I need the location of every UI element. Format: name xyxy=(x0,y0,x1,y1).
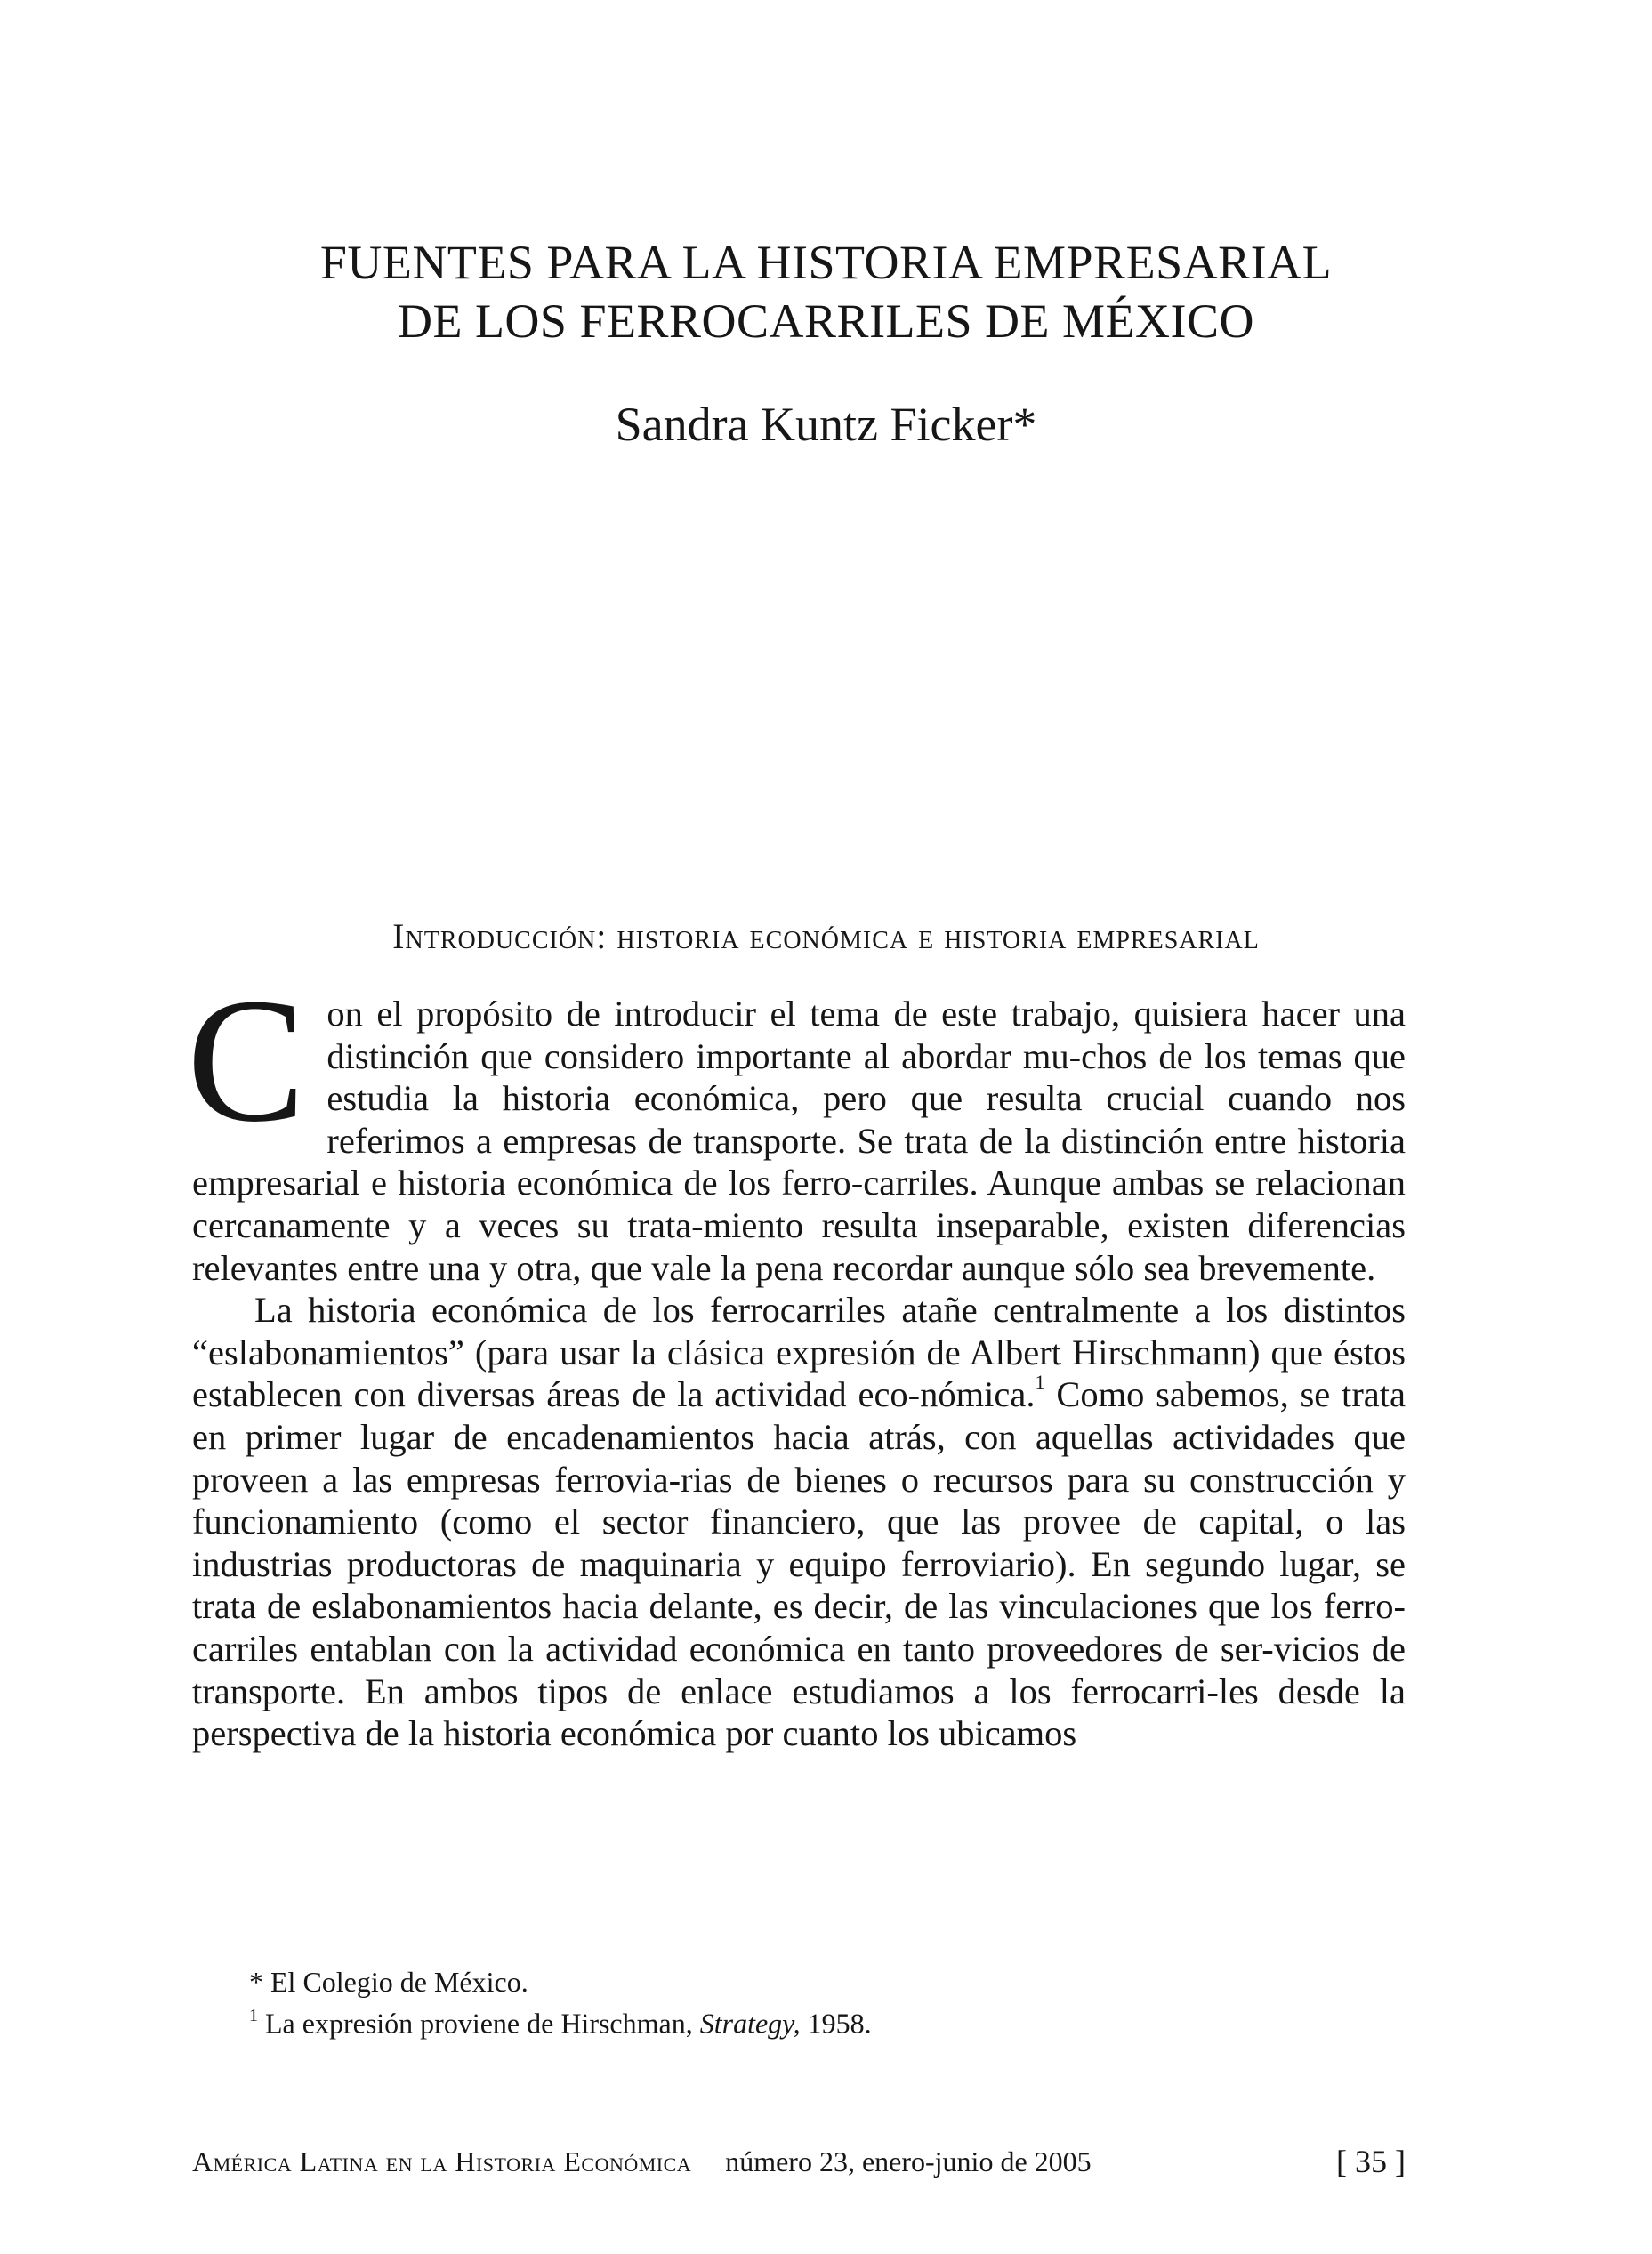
footnote-ref-1: 1 xyxy=(1035,1370,1045,1393)
paragraph-2 xyxy=(192,1289,1406,1755)
page-number: [ 35 ] xyxy=(1336,2144,1406,2179)
footnote-mark-1: 1 xyxy=(249,2006,258,2025)
article-title-line-2: DE LOS FERROCARRILES DE MÉXICO xyxy=(397,294,1255,348)
footnote-1-title: Strategy, xyxy=(699,2007,801,2040)
footnote-affiliation xyxy=(249,1964,1406,2000)
article-title xyxy=(0,233,1652,350)
paragraph-2-text-b: Como sabemos, se trata en primer lugar de encadenamientos hacia atrás, con aquellas actividades que proveen a las empresas ferrovia-rias de bienes o recursos para su construcción y funcionamiento (como el sector financiero, que las provee de capital, o las industrias productoras de maquinaria y equipo ferroviario). En segundo lugar, se trata de eslabonamientos hacia delante, es decir, de las vinculaciones que los ferro-carriles entablan con la actividad económica en tanto proveedores de ser-vicios de transporte. En ambos tipos de enlace estudiamos a los ferrocarri-les desde la perspectiva de la historia económica por cuanto los ubicamos xyxy=(192,1374,1406,1754)
section-heading: Introducción: historia económica e historia empresarial xyxy=(392,916,1260,956)
drop-cap: C xyxy=(187,962,306,1159)
footnote-affiliation-text: El Colegio de México. xyxy=(270,1966,528,1998)
journal-name: América Latina en la Historia Económica xyxy=(192,2145,692,2178)
paragraph-1-text: on el propósito de introducir el tema de este trabajo, quisiera hacer una distinción que considero importante al abordar mu-chos de los temas que estudia la historia económica, pero que resulta crucial cuando nos referimos a empresas de transporte. Se trata de la distinción entre historia empresarial e historia económica de los ferro-carriles. Aunque ambas se relacionan cercanamente y a veces su trata-miento resulta inseparable, existen diferencias relevantes entre una y otra, que vale la pena recordar aunque sólo sea brevemente. xyxy=(192,994,1406,1288)
footnote-1-text-b: 1958. xyxy=(800,2007,872,2040)
footnote-1 xyxy=(249,2000,1406,2041)
journal-issue: número 23, enero-junio de 2005 xyxy=(725,2145,1092,2178)
article-title-line-1: FUENTES PARA LA HISTORIA EMPRESARIAL xyxy=(319,236,1333,289)
paragraph-1 xyxy=(187,962,1406,1289)
paragraph-2-text-a: La historia económica de los ferrocarriles atañe centralmente a los distintos “eslabonamientos” (para usar la clásica expresión de Albert Hirschmann) que éstos establecen con diversas áreas de la actividad eco-nómica. xyxy=(192,1290,1406,1415)
article-body xyxy=(187,962,1406,1755)
footnote-mark-star: * xyxy=(249,1966,263,1998)
footnote-1-text-a: La expresión proviene de Hirschman, xyxy=(265,2007,700,2040)
footnotes xyxy=(249,1964,1406,2041)
page-footer xyxy=(192,2144,1406,2179)
author-name: Sandra Kuntz Ficker* xyxy=(615,398,1037,451)
